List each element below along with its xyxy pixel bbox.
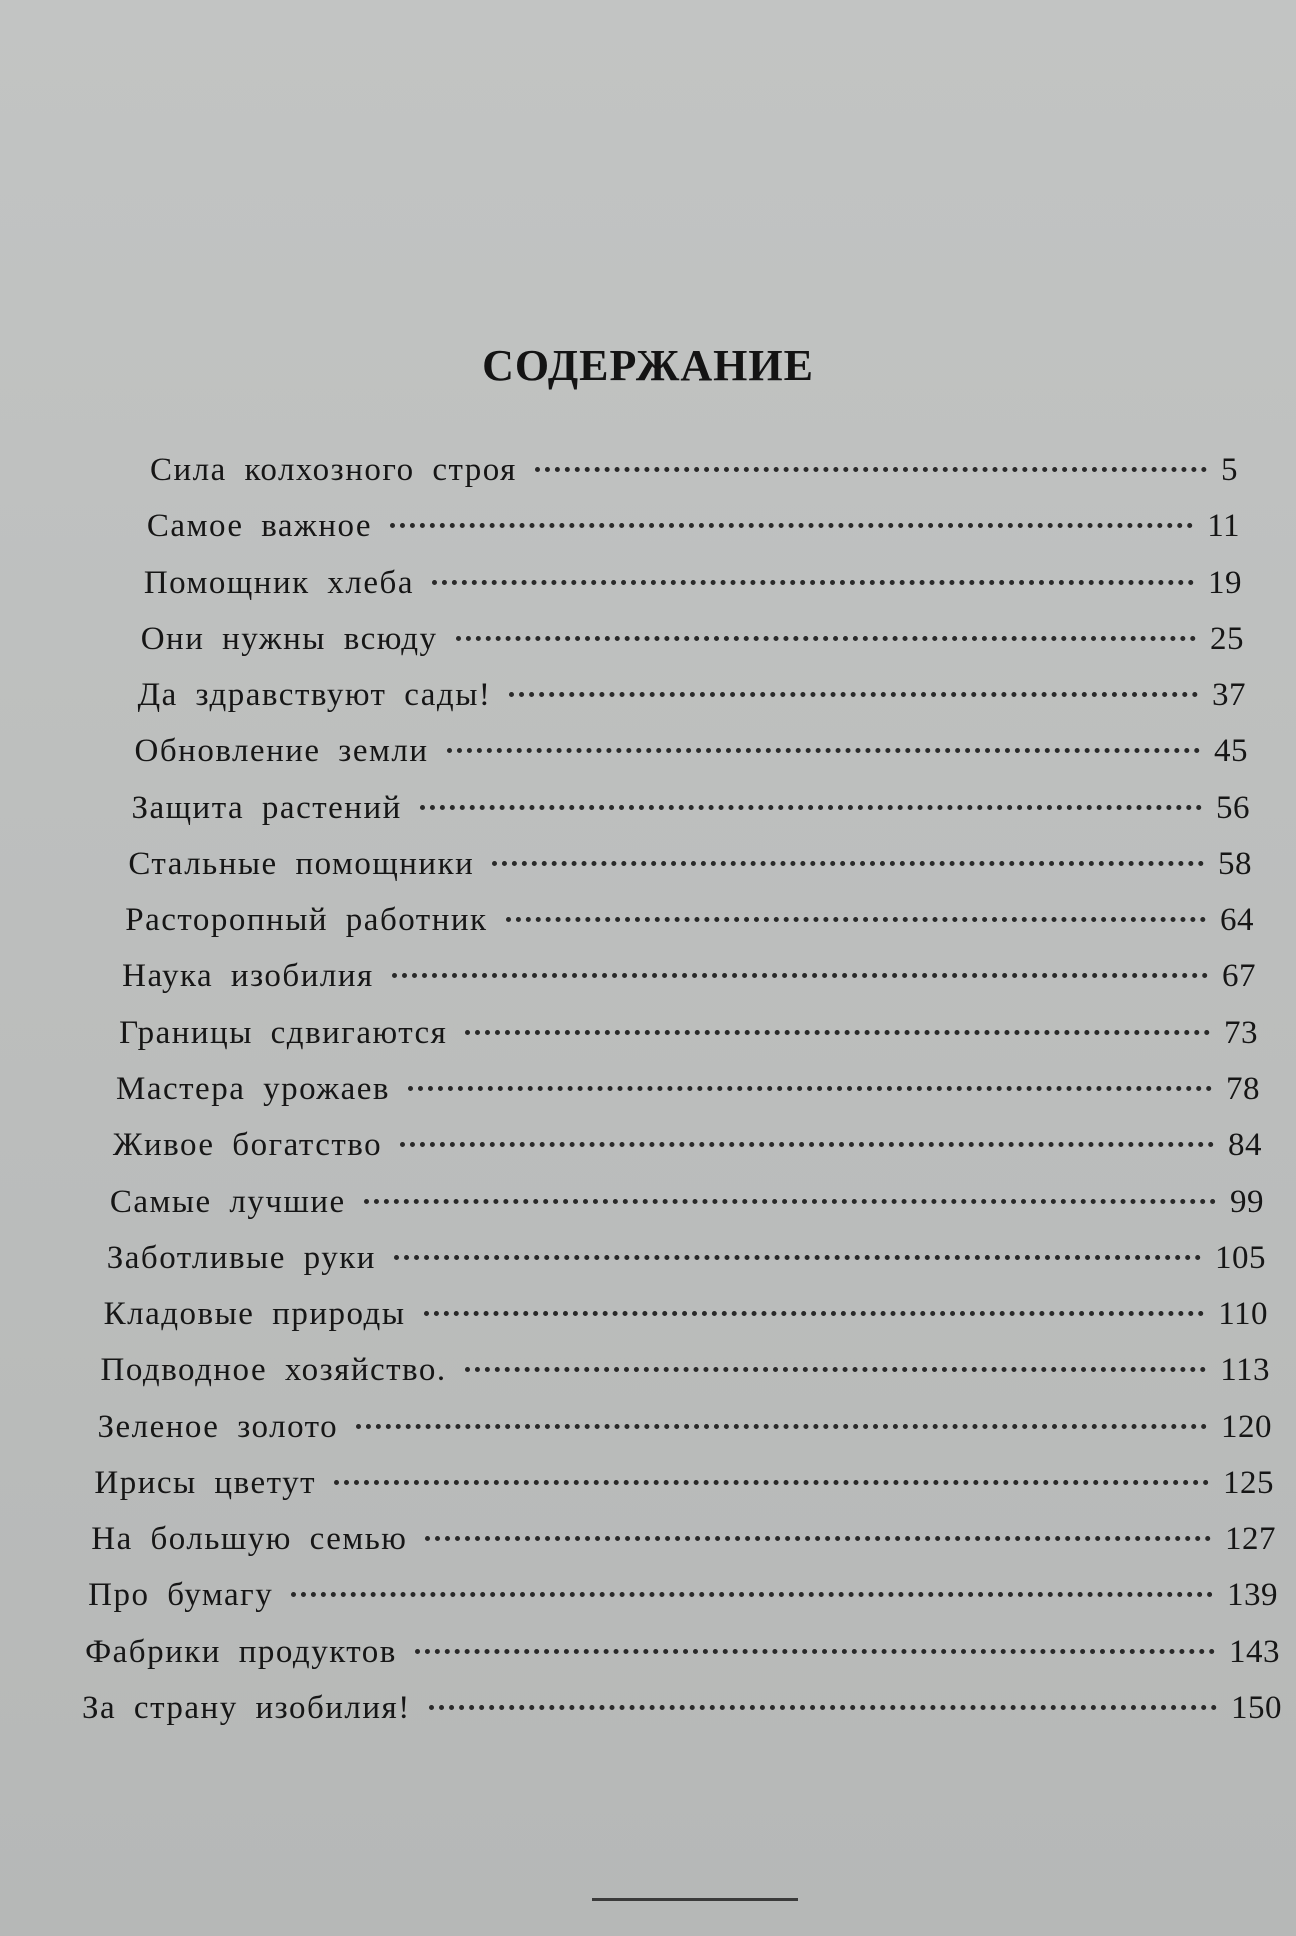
dot-leader — [392, 973, 1208, 978]
toc-entry-page: 78 — [1226, 1071, 1260, 1107]
toc-entry-page: 58 — [1217, 845, 1252, 882]
toc-entry-label: За страну изобилия! — [82, 1690, 411, 1726]
dot-leader — [506, 917, 1206, 922]
dot-leader — [465, 1367, 1207, 1372]
toc-entry-page: 37 — [1211, 677, 1246, 714]
toc-entry — [88, 1577, 1278, 1617]
toc-entry-page: 143 — [1228, 1633, 1280, 1670]
toc-entry — [116, 1071, 1260, 1111]
dot-leader — [408, 1086, 1212, 1091]
toc-entry-label: Самые лучшие — [109, 1183, 346, 1220]
dot-leader — [415, 1649, 1215, 1654]
toc-entry-label: Да здравствуют сады! — [137, 677, 492, 714]
toc-entry — [150, 452, 1238, 492]
toc-entry — [138, 677, 1246, 717]
toc-entry — [119, 1015, 1258, 1055]
toc-entry-page: 110 — [1218, 1296, 1268, 1333]
toc-entry-page: 67 — [1221, 958, 1256, 995]
toc-entry — [141, 621, 1244, 661]
toc-entry-page: 56 — [1215, 789, 1250, 826]
toc-entry-page: 105 — [1214, 1239, 1266, 1276]
toc-entry-label: Самое важное — [146, 508, 373, 545]
dot-leader — [465, 1030, 1210, 1035]
toc-entry-page: 139 — [1226, 1577, 1278, 1614]
toc-entry — [107, 1240, 1266, 1280]
toc-entry — [135, 733, 1248, 773]
toc-entry-page: 113 — [1220, 1352, 1270, 1389]
toc-entry — [125, 902, 1254, 942]
toc-entry — [91, 1521, 1276, 1561]
toc-entry — [128, 846, 1252, 886]
toc-entry — [82, 1690, 1282, 1730]
toc-entry-label: Обновление земли — [134, 733, 429, 770]
dot-leader — [356, 1424, 1207, 1429]
dot-leader — [334, 1480, 1209, 1485]
toc-entry-label: Зеленое золото — [97, 1408, 339, 1445]
toc-entry-label: Живое богатство — [112, 1127, 383, 1164]
toc-entry-label: Они нужны всюду — [140, 620, 438, 657]
toc-entry-page: 11 — [1207, 508, 1240, 545]
dot-leader — [291, 1592, 1213, 1597]
dot-leader — [425, 1536, 1211, 1541]
toc-entry-page: 45 — [1213, 733, 1248, 770]
toc-entry-page: 127 — [1224, 1521, 1276, 1558]
dot-leader — [509, 692, 1198, 697]
toc-entry — [144, 565, 1242, 605]
toc-entry — [110, 1184, 1264, 1224]
toc-entry-label: Защита растений — [131, 789, 402, 826]
toc-entry-page: 84 — [1227, 1127, 1262, 1164]
toc-entry — [104, 1296, 1268, 1336]
toc-entry-label: Мастера урожаев — [116, 1071, 390, 1107]
toc-entry-page: 150 — [1231, 1690, 1282, 1726]
dot-leader — [364, 1199, 1216, 1204]
dot-leader — [390, 523, 1193, 528]
toc-entry-page: 120 — [1220, 1408, 1272, 1445]
dot-leader — [535, 467, 1207, 472]
toc-entry-label: Сила колхозного строя — [150, 452, 517, 488]
dot-leader — [432, 580, 1194, 585]
toc-entry-page: 25 — [1209, 620, 1244, 657]
toc-entry-page: 5 — [1221, 452, 1238, 488]
toc-entry-label: Наука изобилия — [122, 958, 374, 995]
toc-entry — [131, 790, 1250, 830]
toc-entry — [122, 958, 1256, 998]
dot-leader — [394, 1255, 1201, 1260]
toc-entry — [94, 1465, 1274, 1505]
toc-entry-page: 73 — [1223, 1014, 1258, 1051]
dot-leader — [456, 636, 1196, 641]
toc-entry-label: Границы сдвигаются — [119, 1014, 448, 1051]
toc-entry-label: Подводное хозяйство. — [100, 1352, 447, 1389]
page-title: СОДЕРЖАНИЕ — [482, 341, 814, 390]
toc-entry-label: Расторопный работник — [125, 902, 488, 939]
toc-entry-label: Кладовые природы — [103, 1296, 406, 1333]
toc-entry-label: Про бумагу — [88, 1577, 274, 1614]
toc-entry-page: 19 — [1207, 564, 1242, 601]
toc-entry — [147, 508, 1240, 548]
toc-entry-page: 64 — [1219, 902, 1254, 939]
toc-entry-label: На большую семью — [91, 1521, 408, 1558]
toc-entry-label: Стальные помощники — [128, 845, 475, 882]
toc-entry-label: Фабрики продуктов — [85, 1633, 397, 1670]
toc-entry-label: Ирисы цветут — [94, 1464, 317, 1501]
toc-entry — [85, 1634, 1280, 1674]
toc-entry-label: Заботливые руки — [106, 1239, 376, 1276]
dot-leader — [400, 1142, 1214, 1147]
toc-entry-page: 125 — [1222, 1464, 1274, 1501]
bottom-rule — [592, 1898, 798, 1901]
toc-entry-label: Помощник хлеба — [143, 564, 414, 601]
dot-leader — [429, 1705, 1217, 1710]
toc-entry-page: 99 — [1229, 1183, 1264, 1220]
toc-entry — [97, 1409, 1272, 1449]
dot-leader — [420, 805, 1202, 810]
dot-leader — [492, 861, 1204, 866]
toc-entry — [113, 1127, 1262, 1167]
toc-entry — [101, 1352, 1270, 1392]
dot-leader — [424, 1311, 1205, 1316]
dot-leader — [447, 748, 1200, 753]
